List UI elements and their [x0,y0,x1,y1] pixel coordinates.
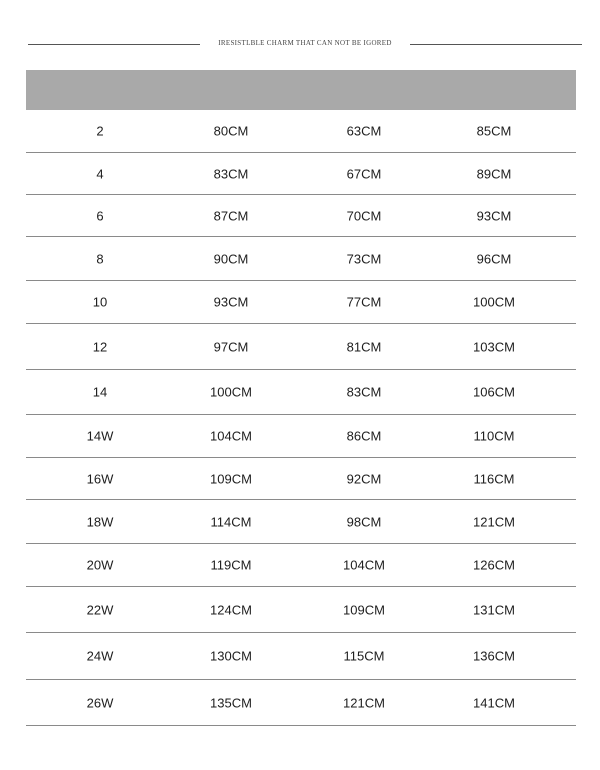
table-cell: 20W [86,557,114,573]
table-cell: 2 [96,123,104,139]
table-cell: 22W [86,602,114,617]
table-cell: 18W [86,514,114,529]
table-cell: 93CM [213,294,249,310]
table-cell: 8 [96,251,104,266]
table-cell: 136CM [473,648,515,664]
table-cell: 83CM [213,166,249,181]
table-row [26,415,576,458]
table-cell: 92CM [346,471,382,486]
table-cell: 10 [92,294,108,310]
left-divider-line [28,44,200,45]
table-header-band [26,70,576,110]
table-cell: 83CM [346,384,382,400]
table-cell: 80CM [213,123,249,139]
table-cell: 81CM [346,339,382,354]
table-row [26,587,576,633]
table-cell: 14 [92,384,108,400]
table-cell: 130CM [210,648,252,664]
table-cell: 119CM [210,557,252,573]
table-row [26,500,576,544]
table-cell: 106CM [473,384,515,400]
table-cell: 141CM [473,695,515,710]
table-cell: 87CM [213,208,249,223]
right-divider-line [410,44,582,45]
table-cell: 100CM [473,294,515,310]
table-cell: 116CM [473,471,515,486]
table-row [26,633,576,680]
table-cell: 85CM [476,123,512,139]
table-row [26,680,576,726]
table-cell: 14W [86,428,114,444]
table-cell: 73CM [346,251,382,266]
table-cell: 110CM [473,428,515,444]
table-row [26,153,576,195]
table-cell: 126CM [473,557,515,573]
table-cell: 70CM [346,208,382,223]
table-cell: 4 [96,166,104,181]
table-cell: 109CM [210,471,252,486]
table-cell: 121CM [343,695,385,710]
table-row [26,544,576,587]
table-cell: 131CM [473,602,515,617]
table-cell: 6 [96,208,104,223]
table-cell: 93CM [476,208,512,223]
table-cell: 121CM [473,514,515,529]
table-cell: 67CM [346,166,382,181]
table-cell: 24W [86,648,114,664]
table-cell: 124CM [210,602,252,617]
table-cell: 104CM [210,428,252,444]
size-table [26,110,576,726]
table-cell: 109CM [343,602,385,617]
table-cell: 90CM [213,251,249,266]
table-cell: 115CM [343,648,385,664]
table-row [26,458,576,500]
table-cell: 16W [86,471,114,486]
table-cell: 77CM [346,294,382,310]
tagline: IRESISTLBLE CHARM THAT CAN NOT BE IGORED [218,39,392,47]
table-cell: 86CM [346,428,382,444]
table-cell: 104CM [343,557,385,573]
table-cell: 96CM [476,251,512,266]
table-cell: 89CM [476,166,512,181]
table-cell: 114CM [210,514,252,529]
table-cell: 98CM [346,514,382,529]
table-row [26,110,576,153]
table-row [26,281,576,324]
table-cell: 97CM [213,339,249,354]
table-row [26,324,576,370]
table-cell: 12 [92,339,108,354]
table-cell: 135CM [210,695,252,710]
table-cell: 103CM [473,339,515,354]
table-row [26,237,576,281]
table-row [26,370,576,415]
table-cell: 63CM [346,123,382,139]
table-cell: 26W [86,695,114,710]
table-row [26,195,576,237]
table-cell: 100CM [210,384,252,400]
